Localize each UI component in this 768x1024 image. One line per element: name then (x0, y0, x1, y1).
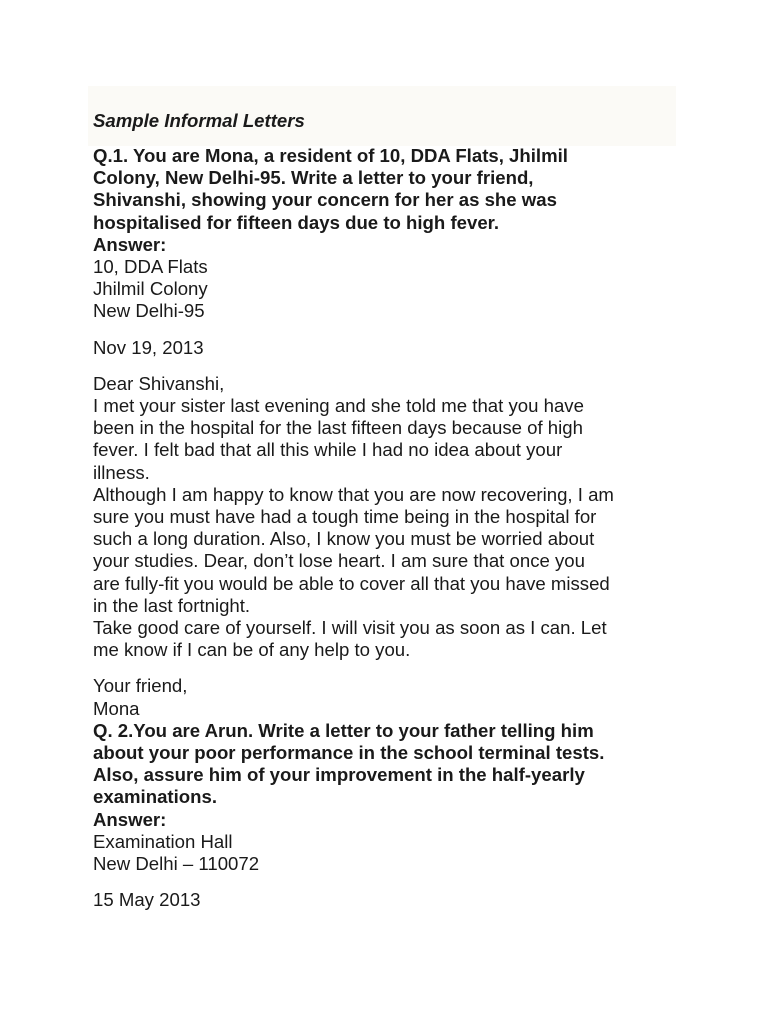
document-page (93, 86, 683, 912)
body-line: fever. I felt bad that all this while I had no idea about your (93, 439, 563, 461)
body-line: sure you must have had a tough time being in the hospital for (93, 506, 597, 528)
letter-date-1: Nov 19, 2013 (93, 336, 204, 358)
signature: Mona (93, 697, 140, 719)
question-1-line: hospitalised for fifteen days due to high fever. (93, 211, 500, 233)
body-line: illness. (93, 461, 150, 483)
body-line: Take good care of yourself. I will visit you as soon as I can. Let (93, 617, 607, 639)
question-1-line: Colony, New Delhi-95. Write a letter to your friend, (93, 167, 534, 189)
answer-label-2: Answer: (93, 808, 167, 830)
letter-body-1 (93, 373, 683, 662)
sender-address-1 (93, 256, 683, 323)
question-2 (93, 720, 683, 809)
salutation: Dear Shivanshi, (93, 372, 225, 394)
address-line: New Delhi-95 (93, 300, 205, 322)
body-line: been in the hospital for the last fifteen days because of high (93, 417, 583, 439)
body-line: such a long duration. Also, I know you must be worried about (93, 528, 595, 550)
question-1-line: Shivanshi, showing your concern for her as she was (93, 189, 557, 211)
body-line: I met your sister last evening and she told me that you have (93, 395, 584, 417)
address-line: Examination Hall (93, 830, 233, 852)
page-title: Sample Informal Letters (93, 110, 305, 131)
body-line: Although I am happy to know that you are now recovering, I am (93, 483, 614, 505)
closing-block-1 (93, 675, 683, 719)
question-2-line: examinations. (93, 786, 218, 808)
body-line: me know if I can be of any help to you. (93, 639, 411, 661)
letter-date-2: 15 May 2013 (93, 889, 201, 911)
address-line: New Delhi – 110072 (93, 853, 260, 875)
answer-label-1: Answer: (93, 233, 167, 255)
body-line: your studies. Dear, don’t lose heart. I am sure that once you (93, 550, 585, 572)
address-line: 10, DDA Flats (93, 256, 208, 278)
body-line: in the last fortnight. (93, 594, 251, 616)
body-line: are fully-fit you would be able to cover all that you have missed (93, 572, 610, 594)
question-2-line: Q. 2.You are Arun. Write a letter to your father telling him (93, 719, 594, 741)
question-1-line: Q.1. You are Mona, a resident of 10, DDA Flats, Jhilmil (93, 145, 568, 166)
question-2-line: about your poor performance in the school terminal tests. (93, 742, 605, 764)
sender-address-2 (93, 831, 683, 875)
question-1 (93, 145, 683, 234)
address-line: Jhilmil Colony (93, 278, 208, 300)
question-2-line: Also, assure him of your improvement in the half-yearly (93, 764, 585, 786)
closing: Your friend, (93, 675, 188, 697)
